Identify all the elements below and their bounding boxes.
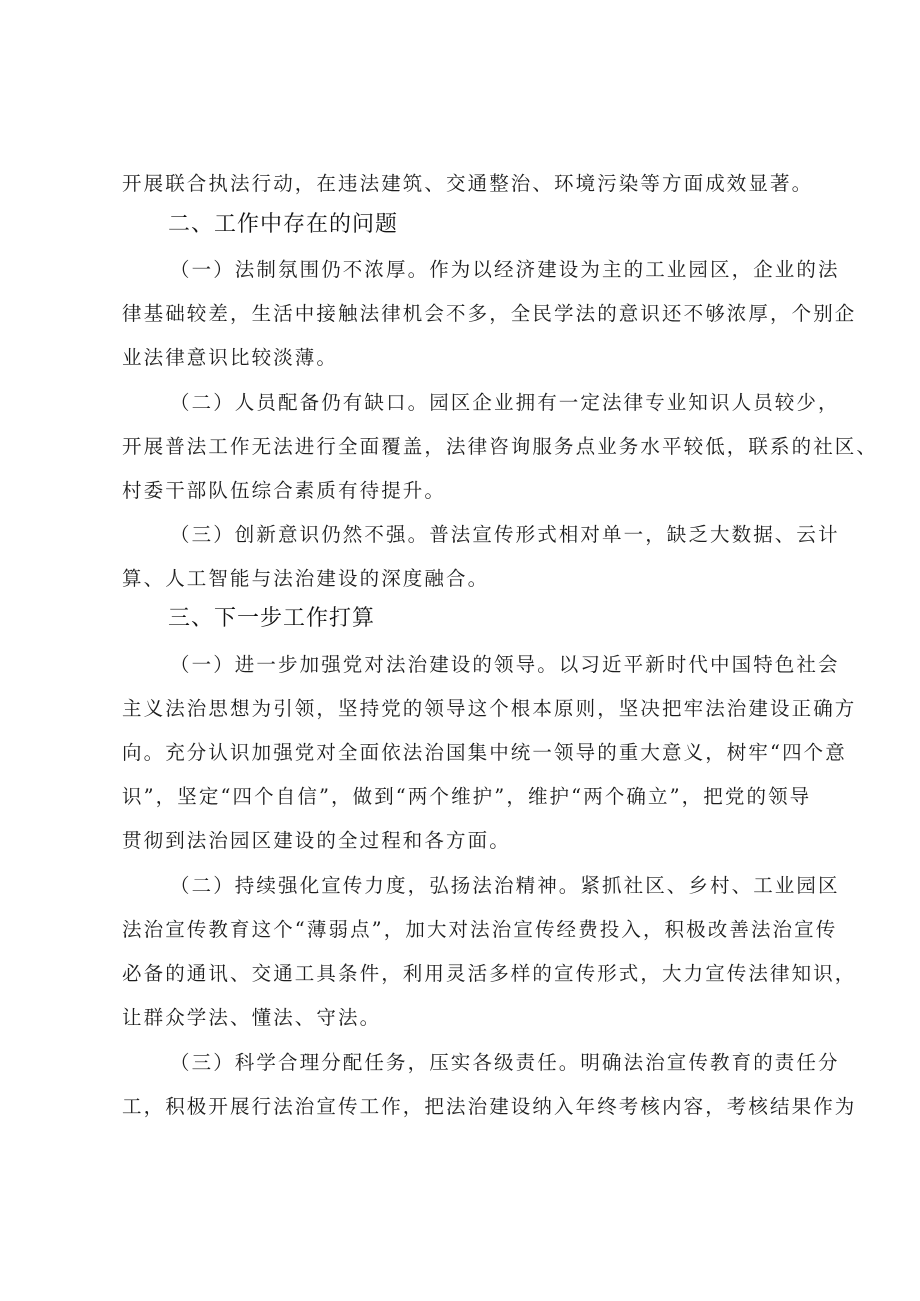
paragraph-line: （三）创新意识仍然不强。普法宣传形式相对单一，缺乏大数据、云计 [170,523,840,546]
section-heading-problems: 二、工作中存在的问题 [168,212,399,237]
paragraph-line: 法治宣传教育这个“薄弱点”，加大对法治宣传经费投入，积极改善法治宣传 [122,918,838,941]
section-heading-next-steps: 三、下一步工作打算 [168,606,376,631]
paragraph-line: 识”，坚定“四个自信”，做到“两个维护”，维护“两个确立”，把党的领导 [122,785,812,808]
intro-line: 开展联合执法行动，在违法建筑、交通整治、环境污染等方面成效显著。 [122,172,814,195]
paragraph-line: （三）科学合理分配任务，压实各级责任。明确法治宣传教育的责任分 [170,1051,840,1074]
paragraph-line: 向。充分认识加强党对全面依法治国集中统一领导的重大意义，树牢“四个意 [122,741,847,764]
paragraph-line: （二）人员配备仍有缺口。园区企业拥有一定法律专业知识人员较少， [170,391,840,414]
paragraph-line: （一）法制氛围仍不浓厚。作为以经济建设为主的工业园区，企业的法 [170,258,840,281]
paragraph-line: （一）进一步加强党对法治建设的领导。以习近平新时代中国特色社会 [170,653,840,676]
paragraph-line: （二）持续强化宣传力度，弘扬法治精神。紧抓社区、乡村、工业园区 [170,874,840,897]
paragraph-line: 业法律意识比较淡薄。 [122,346,339,369]
paragraph-line: 工，积极开展行法治宣传工作，把法治建设纳入年终考核内容，考核结果作为 [122,1095,857,1118]
paragraph-line: 必备的通讯、交通工具条件，利用灵活多样的宣传形式，大力宣传法律知识， [122,962,857,985]
paragraph-line: 贯彻到法治园区建设的全过程和各方面。 [122,829,511,852]
paragraph-line: 让群众学法、懂法、守法。 [122,1006,382,1029]
paragraph-line: 村委干部队伍综合素质有待提升。 [122,479,447,502]
paragraph-line: 主义法治思想为引领，坚持党的领导这个根本原则，坚决把牢法治建设正确方 [122,697,857,720]
paragraph-line: 开展普法工作无法进行全面覆盖，法律咨询服务点业务水平较低，联系的社区、 [122,435,879,458]
paragraph-line: 算、人工智能与法治建设的深度融合。 [122,567,490,590]
paragraph-line: 律基础较差，生活中接触法律机会不多，全民学法的意识还不够浓厚，个别企 [122,302,857,325]
